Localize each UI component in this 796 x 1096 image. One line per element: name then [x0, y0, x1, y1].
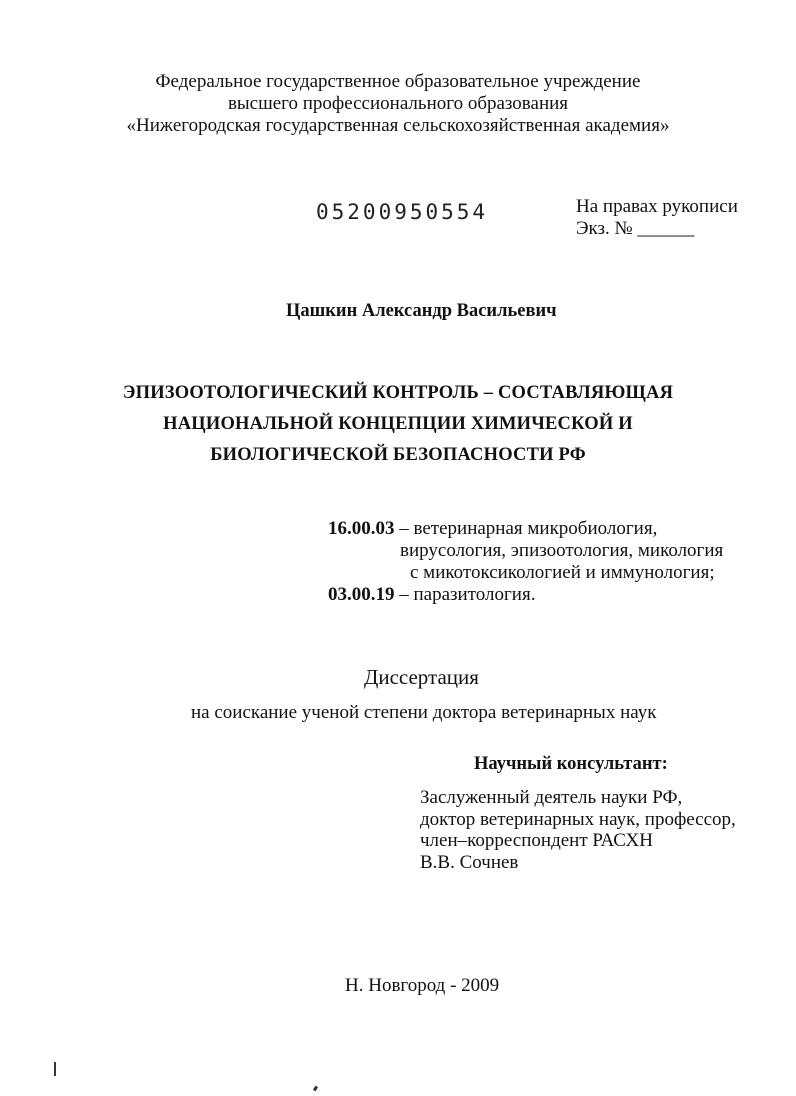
- institution-line-1: Федеральное государственное образовательное учреждение: [155, 71, 641, 92]
- copy-number-label: Экз. №: [576, 218, 633, 239]
- specialty-1-line-3: с микотоксикологией и иммунология;: [410, 562, 715, 583]
- consultant-line-1: Заслуженный деятель науки РФ,: [420, 787, 683, 808]
- copy-number-blank: ______: [637, 218, 695, 239]
- specialty-2: [328, 583, 535, 607]
- specialty-code: 03.00.19: [328, 584, 395, 605]
- rights-manuscript: На правах рукописи: [576, 196, 738, 217]
- specialty-code: 16.00.03: [328, 518, 395, 539]
- scan-artifact-mark: [54, 1062, 56, 1076]
- specialty-1: [328, 517, 657, 541]
- degree-line: на соискание ученой степени доктора ветеринарных наук: [191, 702, 657, 723]
- title-line-2: НАЦИОНАЛЬНОЙ КОНЦЕПЦИИ ХИМИЧЕСКОЙ И: [163, 414, 633, 434]
- institution-line-3: «Нижегородская государственная сельскохозяйственная академия»: [126, 115, 670, 136]
- institution-line-2: высшего профессионального образования: [227, 93, 569, 114]
- consultant-line-4: В.В. Сочнев: [420, 852, 519, 873]
- archive-code: 05200950554: [316, 200, 489, 224]
- title-line-3: БИОЛОГИЧЕСКОЙ БЕЗОПАСНОСТИ РФ: [210, 445, 586, 465]
- consultant-line-3: член–корреспондент РАСХН: [420, 830, 653, 851]
- specialty-text: – ветеринарная микробиология,: [399, 518, 658, 539]
- consultant-line-2: доктор ветеринарных наук, профессор,: [420, 809, 736, 830]
- copy-number: [576, 217, 694, 241]
- title-line-1: ЭПИЗООТОЛОГИЧЕСКИЙ КОНТРОЛЬ – СОСТАВЛЯЮЩАЯ: [122, 383, 674, 403]
- specialty-text: – паразитология.: [399, 584, 536, 605]
- scan-artifact-mark: [313, 1086, 318, 1092]
- author-name: Цашкин Александр Васильевич: [286, 301, 557, 321]
- place-year: Н. Новгород - 2009: [345, 975, 500, 996]
- consultant-heading: Научный консультант:: [474, 754, 668, 774]
- document-type: Диссертация: [364, 665, 479, 689]
- specialty-1-line-2: вирусология, эпизоотология, микология: [400, 540, 724, 561]
